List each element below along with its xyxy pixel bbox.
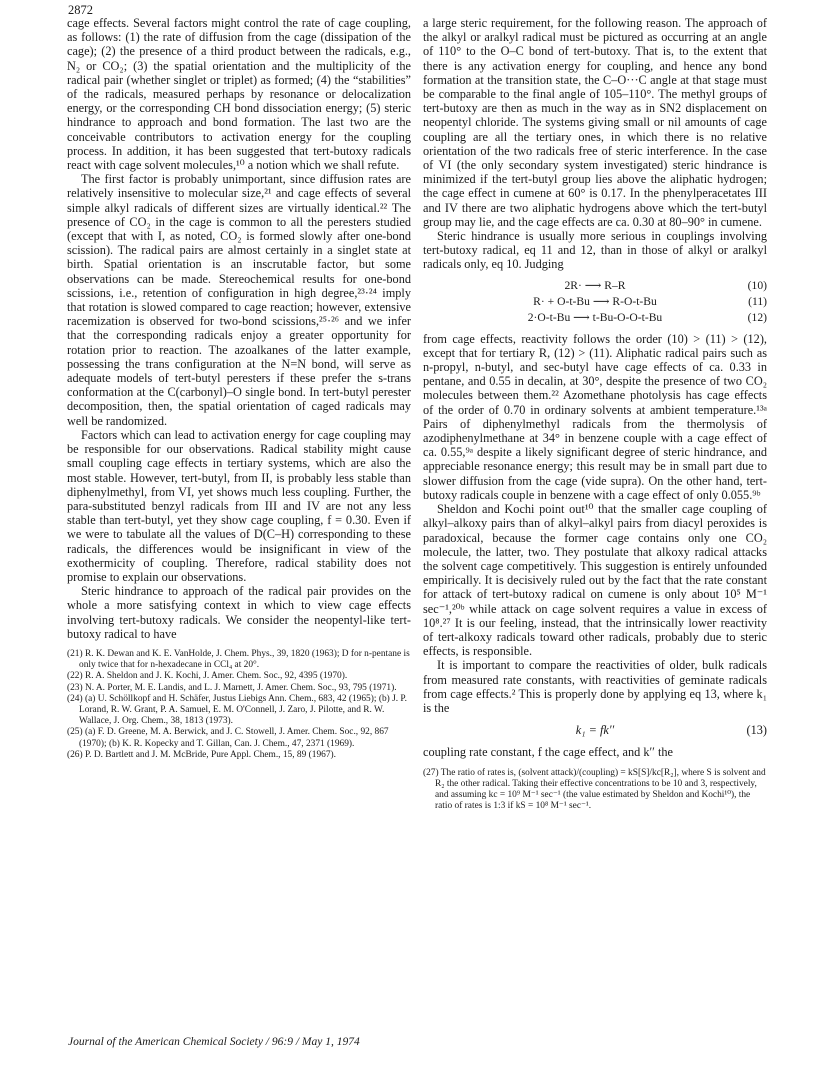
footnote: (24) (a) U. Schöllkopf and H. Schäfer, Justus Liebigs Ann. Chem., 683, 42 (1965); (b) J. P. Lorand, R. W. Grant, P. A. Samuel, E. M. O'Connell, J. Zaro, J. Pilotte, and R. W. Wallace, J. Org. Chem., 38, 1813 (1973). <box>67 693 407 727</box>
body-paragraph: from cage effects, reactivity follows the order (10) > (11) > (12), except that for tertiary R, (12) > (11). Aliphatic radical pairs such as n-propyl, n-butyl, and sec-butyl have cage effects of ca. 0.33 in pentane, and 0.55 in decalin, at 30°, despite the presence of two CO₂ molecules between them.²² Azomethane photolysis has cage effects of the order of 0.70 in ordinary solvents at ambient temperature.¹³ᵃ Pairs of diphenylmethyl radicals from the thermolysis of azodiphenylmethane at 34° in benzene couple with a cage effect of ca. 0.55,⁹ᵃ despite a likely significant degree of steric hindrance, and appreciable resonance energy; this result may be in small part due to slower diffusion from the cage (vide supra). On the other hand, tert-butoxy radicals couple in benzene with a cage effect of only 0.055.⁹ᵇ <box>423 331 767 502</box>
page-number: 2872 <box>68 3 93 17</box>
equation-body: 2R· ⟶ R–R <box>564 278 626 292</box>
right-column <box>423 16 767 812</box>
equation-body: 2·O-t-Bu ⟶ t-Bu-O-O-t-Bu <box>527 310 663 324</box>
body-paragraph: The first factor is probably unimportant, since diffusion rates are relatively insensitive to molecular size,²¹ and cage effects of several simple alkyl radicals of different sizes are virtually identical.²² The presence of CO₂ in the cage is common to all the peresters studied (except that with I, as noted, CO₂ is formed slowly after one-bond scission). The radical pairs are almost certainly in a singlet state at birth. Spatial orientation is an inscrutable factor, but some observations can be made. Stereochemical results for one-bond scissions, i.e., retention of configuration in high degree,²³·²⁴ imply that rotation is slowed compared to cage reaction; however, extensive racemization is observed for two-bond scissions,²⁵·²⁶ and we infer that the corresponding radicals enjoy a greater opportunity for rotation prior to reaction. The azoalkanes of the latter example, possessing the trans configuration at the N=N bond, will serve as adequate models of tert-butyl peresters if these prefer the s-trans conformation at the C(carbonyl)–O single bond. In tert-butyl perester decomposition, then, the spatial orientation of caged radicals may well be randomized. <box>67 172 411 428</box>
body-paragraph: It is important to compare the reactivities of older, bulk radicals from measured rate constants, with reactivities of geminate radicals from cage effects.² This is properly done by applying eq 13, where k₁ is the <box>423 658 767 715</box>
footnote: (27) The ratio of rates is, (solvent attack)/(coupling) = kS[S]/kc[R₂], where S is solvent and R₂ the other radical. Taking their effective concentrations to be 10 and 3, respectively, and assuming kc = 10⁹ M⁻¹ sec⁻¹ (the value estimated by Sheldon and Kochi¹⁰), the ratio of rates is 1:3 if kS = 10⁸ M⁻¹ sec⁻¹. <box>423 767 766 812</box>
footnote: (21) R. K. Dewan and K. E. VanHolde, J. Chem. Phys., 39, 1820 (1963); D for n-pentane is only twice that for n-hexadecane in CCl₄ at 20°. <box>67 648 410 671</box>
footnote: (26) P. D. Bartlett and J. M. McBride, Pure Appl. Chem., 15, 89 (1967). <box>67 749 336 760</box>
footnote: (22) R. A. Sheldon and J. K. Kochi, J. Amer. Chem. Soc., 92, 4395 (1970). <box>67 671 348 682</box>
equation-13 <box>423 723 767 737</box>
body-paragraph: coupling rate constant, f the cage effect, and k′′ the <box>423 745 673 760</box>
footnotes-right <box>423 768 767 813</box>
equation-12 <box>423 310 767 326</box>
footnotes-left <box>67 649 411 761</box>
equation-block <box>423 278 767 326</box>
equation-number: (12) <box>747 310 767 324</box>
body-paragraph: Steric hindrance is usually more serious in couplings involving tert-butoxy radical, eq 11 and 12, than in those of alkyl or aralkyl radicals only, eq 10. Judging <box>423 229 767 272</box>
footnote: (23) N. A. Porter, M. E. Landis, and L. J. Marnett, J. Amer. Chem. Soc., 93, 795 (1971). <box>67 682 397 693</box>
body-paragraph: Sheldon and Kochi point out¹⁰ that the smaller cage coupling of alkyl–alkoxy pairs than of alkyl–alkyl pairs from diacyl peroxides is paradoxical, because the former cage contains only one CO₂ molecule, the latter, two. They postulate that alkoxy radical attacks the solvent cage competitively. This suggestion is entirely unfounded empirically. It is decisively ruled out by the fact that the rate constant for attack of tert-butoxy radical on cumene is only about 10⁵ M⁻¹ sec⁻¹,²⁰ᵇ while attack on cage solvent requires a value in excess of 10⁸.²⁷ It is our feeling, instead, that the intrinsically lower reactivity of tert-alkoxy radicals toward other radicals, probably due to steric effects, is responsible. <box>423 502 767 659</box>
left-column <box>67 16 411 761</box>
footnote: (25) (a) F. D. Greene, M. A. Berwick, and J. C. Stowell, J. Amer. Chem. Soc., 92, 867 (1970); (b) K. R. Kopecky and T. Gillan, Can. J. Chem., 47, 2371 (1969). <box>67 727 389 749</box>
equation-body: k₁ = fk′′ <box>575 723 615 738</box>
body-paragraph: cage effects. Several factors might control the rate of cage coupling, as follows: (1) the rate of diffusion from the cage (dissipation of the cage); (2) the presence of a third product between the radicals, e.g., N₂ or CO₂; (3) the spatial orientation and the multiplicity of the radical pair (whether singlet or triplet) as formed; (4) the “stabilities” of the radicals, measured perhaps by resonance or delocalization energy, or the corresponding CH bond dissociation energy; (5) steric hindrance to approach and bond formation. The last two are the conceivable contributors to activation energy for the coupling process. In addition, it has been suggested that tert-butoxy radicals react with cage solvent molecules,¹⁰ a notion which we shall refute. <box>67 16 411 173</box>
journal-footer: Journal of the American Chemical Society / 96:9 / May 1, 1974 <box>68 1036 360 1048</box>
equation-number: (11) <box>748 294 767 308</box>
equation-11 <box>423 294 767 310</box>
equation-number: (10) <box>747 278 767 292</box>
equation-10 <box>423 278 767 294</box>
body-paragraph: Factors which can lead to activation energy for cage coupling may be responsible for our observations. Radical stability might cause small coupling cage effects in tertiary systems, which are also the most stable. However, tert-butyl, from II, is probably less stable than diphenylmethyl, from VI, yet shows much less coupling. Further, the para-substituted benzyl radicals from III and IV are not any less stable than tert-butyl, yet they show cage coupling, f = 0.30. Even if we were to tabulate all the values of D(C–H) corresponding to these radicals, the differences would be insignificant in view of the exothermicity of coupling. Therefore, radical stability does not promise to explain our observations. <box>67 427 411 584</box>
body-paragraph: a large steric requirement, for the following reason. The approach of the alkyl or aralkyl radical must be pictured as occurring at an angle of 110° to the O–C bond of tert-butoxy. That is, to the extent that there is any activation energy for coupling, and hence any bond formation at the transition state, the C–O···C angle at that stage must be comparable to the final angle of 105–110°. The methyl groups of tert-butoxy are then as much in the way as in SN2 displacement on neopentyl chloride. The systems giving small or nil amounts of cage coupling are all the tertiary ones, in which there is no relative orientation of the two radicals free of steric interference. In the case of VI (the only secondary system investigated) steric hindrance is minimized if the tert-butyl group lies above the aliphatic hydrogen; the cage effect in cumene at 60° is 0.17. In the phenylperacetates III and IV there are two aliphatic hydrogens above which the tert-butyl group may lie, and the cage effects are ca. 0.30 at 80–90° in cumene. <box>423 16 767 229</box>
equation-number: (13) <box>746 723 767 738</box>
body-paragraph: Steric hindrance to approach of the radical pair provides on the whole a more satisfying context in which to view cage effects involving tert-butoxy radicals. We consider the neopentyl-like tert-butoxy radical to have <box>67 584 411 641</box>
equation-body: R· + O-t-Bu ⟶ R-O-t-Bu <box>533 294 657 308</box>
